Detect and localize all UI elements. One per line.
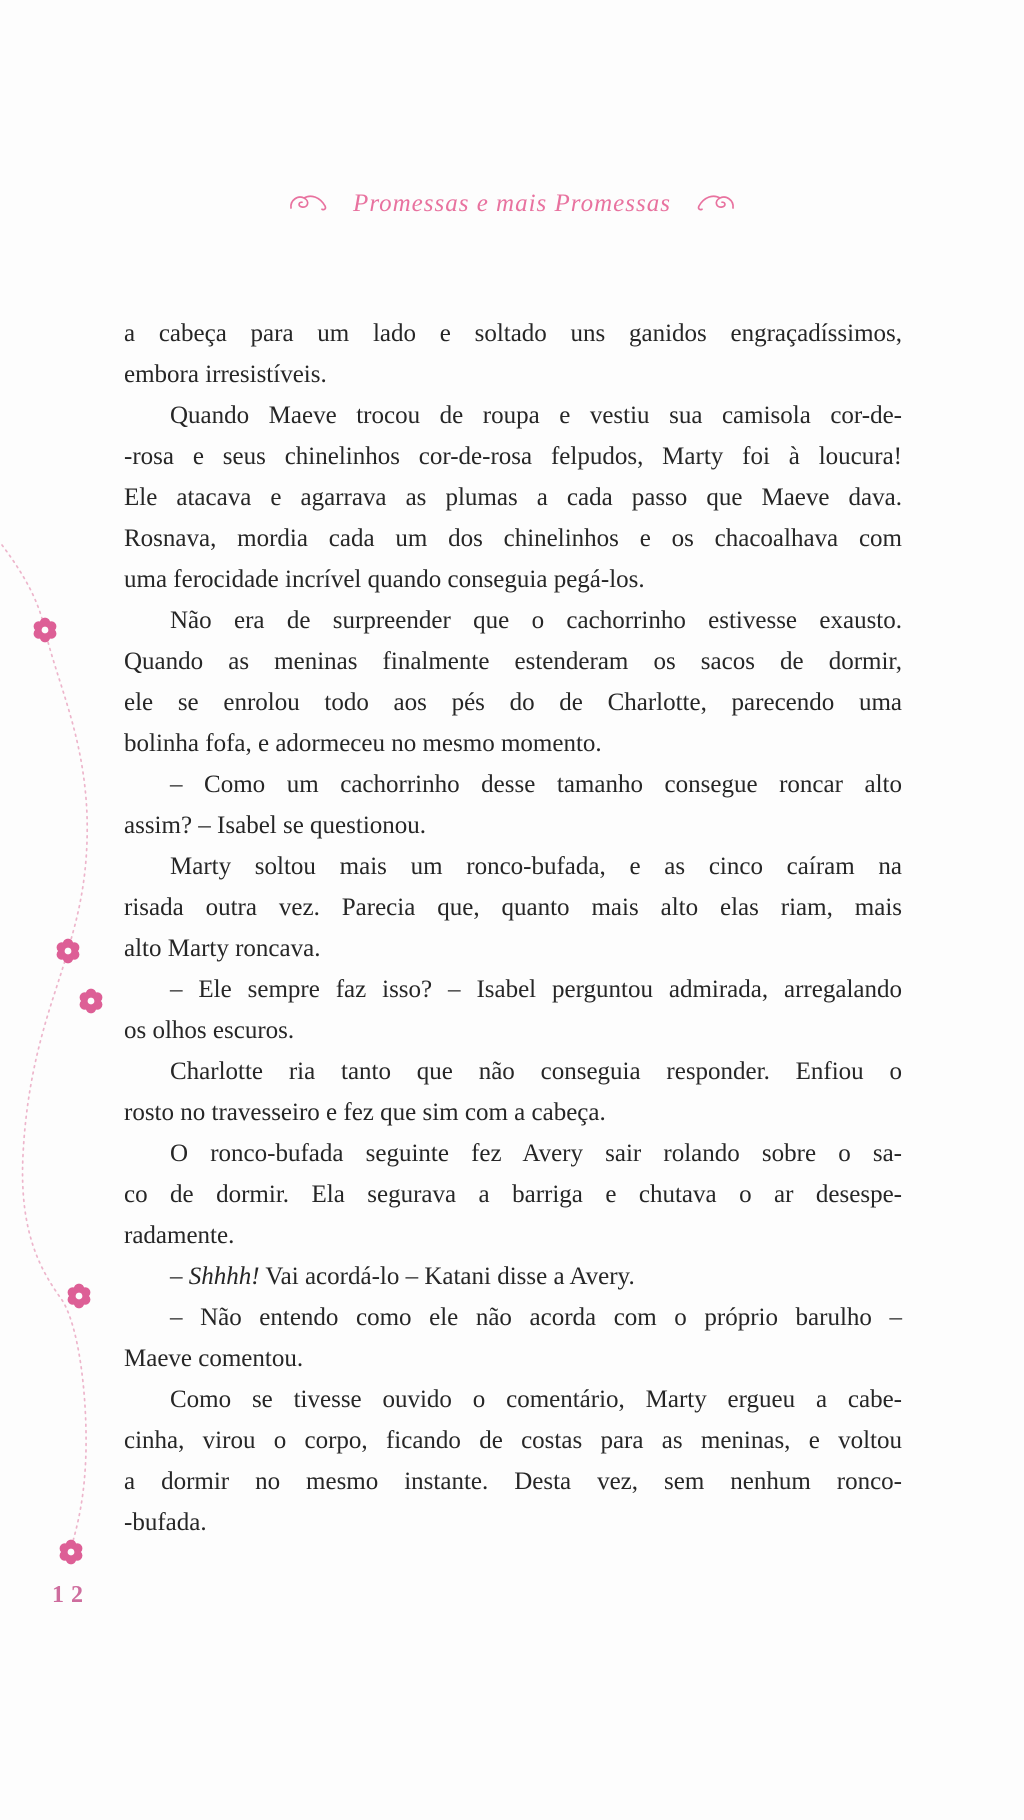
italic-word: Shhhh! [188, 1263, 260, 1290]
text-line: – Ele sempre faz isso? – Isabel perguntou admirada, arregalando [170, 976, 902, 1003]
text-line: uma ferocidade incrível quando conseguia pegá-los. [124, 566, 645, 593]
text-line: risada outra vez. Parecia que, quanto mais alto elas riam, mais [124, 894, 902, 921]
margin-decoration [0, 0, 130, 1820]
text-line: – Como um cachorrinho desse tamanho consegue roncar alto [170, 771, 902, 798]
text-line: assim? – Isabel se questionou. [124, 812, 427, 839]
text-line: O ronco-bufada seguinte fez Avery sair rolando sobre o sa- [170, 1140, 902, 1167]
text-line: radamente. [124, 1222, 235, 1249]
page-title: Promessas e mais Promessas [353, 190, 671, 217]
page-number: 12 [52, 1582, 90, 1608]
flower-icon [80, 989, 103, 1014]
dialogue-dash: – [170, 1263, 189, 1290]
text-line [124, 1256, 902, 1297]
flower-icon [68, 1284, 91, 1309]
text-line: Rosnava, mordia cada um dos chinelinhos e os chacoalhava com [124, 525, 902, 552]
flower-icon [60, 1540, 83, 1565]
text-line: Não era de surpreender que o cachorrinho estivesse exausto. [170, 607, 902, 634]
running-header [0, 190, 1024, 218]
flower-icon [57, 939, 80, 964]
text-line: embora irresistíveis. [124, 361, 327, 388]
dialogue-rest: Vai acordá-lo – Katani disse a Avery. [259, 1263, 635, 1290]
text-line: alto Marty roncava. [124, 935, 321, 962]
text-line: a cabeça para um lado e soltado uns ganidos engraçadíssimos, [124, 320, 902, 347]
text-line: – Não entendo como ele não acorda com o próprio barulho – [170, 1304, 902, 1331]
text-line: cinha, virou o corpo, ficando de costas para as meninas, e voltou [124, 1427, 902, 1454]
text-line: Charlotte ria tanto que não conseguia responder. Enfiou o [170, 1058, 902, 1085]
text-line: ele se enrolou todo aos pés do de Charlotte, parecendo uma [124, 689, 902, 716]
text-line: rosto no travesseiro e fez que sim com a cabeça. [124, 1099, 606, 1126]
text-line: Ele atacava e agarrava as plumas a cada passo que Maeve dava. [124, 484, 902, 511]
right-flourish-icon [695, 193, 735, 215]
text-line: co de dormir. Ela segurava a barriga e chutava o ar desespe- [124, 1181, 902, 1208]
text-line: os olhos escuros. [124, 1017, 295, 1044]
text-line: Quando as meninas finalmente estenderam os sacos de dormir, [124, 648, 902, 675]
body-text [124, 313, 902, 1543]
text-line: Maeve comentou. [124, 1345, 304, 1372]
text-line: Marty soltou mais um ronco-bufada, e as cinco caíram na [170, 853, 902, 880]
text-line: Como se tivesse ouvido o comentário, Marty ergueu a cabe- [170, 1386, 902, 1413]
text-line: a dormir no mesmo instante. Desta vez, sem nenhum ronco- [124, 1468, 902, 1495]
text-line: bolinha fofa, e adormeceu no mesmo momento. [124, 730, 602, 757]
left-flourish-icon [289, 193, 329, 215]
text-line: Quando Maeve trocou de roupa e vestiu sua camisola cor-de- [170, 402, 902, 429]
flower-icon [34, 618, 57, 643]
margin-vine-line [2, 545, 87, 1548]
text-line: -bufada. [124, 1509, 207, 1536]
text-line: -rosa e seus chinelinhos cor-de-rosa felpudos, Marty foi à loucura! [124, 443, 902, 470]
